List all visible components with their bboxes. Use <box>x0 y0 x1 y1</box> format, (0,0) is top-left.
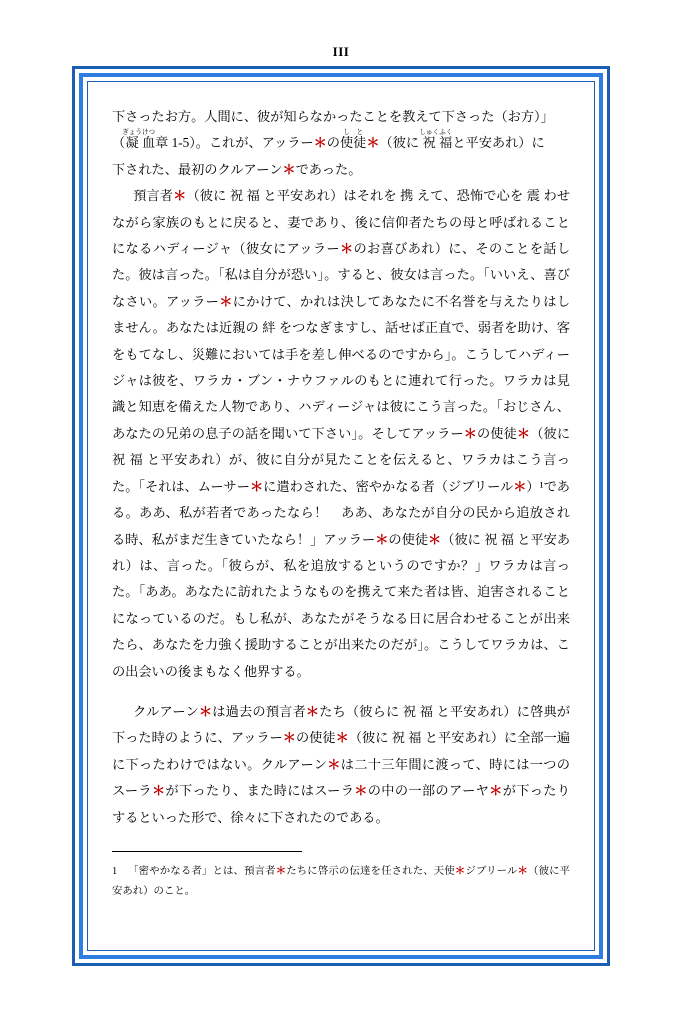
ruby-ketsu: 血けつ <box>141 129 156 151</box>
p1-line3: 下された、最初のクルアーン＊であった。 <box>112 161 362 177</box>
asterisk-mark: ＊ <box>335 730 349 746</box>
asterisk-mark: ＊ <box>219 293 233 309</box>
page-content <box>112 104 570 938</box>
asterisk-mark: ＊ <box>327 756 341 772</box>
asterisk-mark: ＊ <box>463 425 477 441</box>
ruby-shuku: 祝しゅく <box>419 129 440 151</box>
asterisk-mark: ＊ <box>198 703 213 719</box>
paragraph-spacer <box>112 685 570 699</box>
p1-line2-mid2: の <box>326 135 340 151</box>
p1-line2-prefix: （ <box>112 135 126 151</box>
asterisk-mark: ＊ <box>282 161 296 177</box>
page-border-outer <box>72 66 610 966</box>
asterisk-mark: ＊ <box>282 730 296 746</box>
asterisk-mark: ＊ <box>454 865 466 877</box>
p1-line2-mid: 章 1-5）。これが、アッラー <box>155 135 314 151</box>
page-border-middle <box>79 73 603 959</box>
asterisk-mark: ＊ <box>489 783 503 799</box>
p1-line2-mid3: （彼に <box>379 135 423 151</box>
asterisk-mark: ＊ <box>305 703 320 719</box>
ruby-to: 徒と <box>353 129 367 151</box>
paragraph-1 <box>112 104 570 183</box>
ruby-fuku: 福ふく <box>439 129 453 151</box>
body-text <box>112 104 570 831</box>
asterisk-mark: ＊ <box>517 865 529 877</box>
footnote-number: 1 <box>112 865 118 877</box>
p1-line2-end: と平安あれ）に <box>452 135 545 151</box>
page-border-inner <box>87 81 595 951</box>
paragraph-3: クルアーン＊は過去の預言者＊たち（彼らに 祝 福 と平安あれ）に啓典が下った時のように、アッラー＊の使徒＊（彼に 祝 福 と平安あれ）に全部一遍に下ったわけではない。クルアーン＊は二十三年間に渡って、時には一つのスーラ＊が下ったり、また時にはスーラ＊の中の一部のアーヤ＊が下ったりするといった形で、徐々に下されたのである。 <box>112 703 571 825</box>
asterisk-mark: ＊ <box>516 425 531 441</box>
asterisk-mark: ＊ <box>275 865 287 877</box>
paragraph-2: 預言者＊（彼に 祝 福 と平安あれ）はそれを 携 えて、恐怖で心を 震 わせながら家族のもとに戻ると、妻であり、後に信仰者たちの母と呼ばれることになるハディージャ（彼女にアッラー＊のお喜びあれ）に、そのことを話した。彼は言った。「私は自分が恐い」。すると、彼女は言った。「いいえ、喜びなさい。アッラー＊にかけて、かれは決してあなたに不名誉を与えたりはしません。あなたは近親の 絆 をつなぎますし、話せば正直で、弱者を助け、客をもてなし、災難においては手を差し伸べるのですから」。こうしてハディージャは彼を、ワラカ・ブン・ナウファルのもとに連れて行った。ワラカは見識と知恵を備えた人物であり、ハディージャは彼にこう言った。「おじさん、あなたの兄弟の息子の話を聞いて下さい」。そしてアッラー＊の使徒＊（彼に 祝 福 と平安あれ）が、彼に自分が見たことを伝えると、ワラカはこう言った。「それは、ムーサー＊に遣わされた、密やかなる者（ジブリール＊）¹である。ああ、私が若者であったなら！ ああ、あなたが自分の民から追放される時、私がまだ生きていたなら！」アッラー＊の使徒＊（彼に 祝 福 と平安あれ）は、言った。「彼らが、私を追放するというのですか？」ワラカは言った。「ああ。あなたに訪れたようなものを携えて来た者は皆、迫害されることになっているのだ。もし私が、あなたがそうなる日に居合わせることが出来たら、あなたを力強く援助することが出来たのだが」。こうしてワラカは、この出会いの後まもなく他界する。 <box>112 188 571 679</box>
ruby-shi: 使し <box>339 129 354 151</box>
asterisk-mark: ＊ <box>375 531 389 547</box>
asterisk-mark: ＊ <box>249 478 264 494</box>
asterisk-mark: ＊ <box>513 478 527 494</box>
footnote-text: 「密やかなる者」とは、預言者＊たちに啓示の伝達を任された、天使＊ジブリール＊（彼に平安あれ）のこと。 <box>112 865 571 898</box>
asterisk-mark: ＊ <box>173 188 187 204</box>
asterisk-mark: ＊ <box>354 783 368 799</box>
asterisk-mark: ＊ <box>339 241 354 257</box>
footnote-1 <box>112 862 570 903</box>
asterisk-mark: ＊ <box>428 531 442 547</box>
asterisk-mark: ＊ <box>366 135 380 151</box>
page-number: III <box>332 44 350 59</box>
p1-line1: 下さったお方。人間に、彼が知らなかったことを教えて下さった（お方）」 <box>112 109 554 124</box>
asterisk-mark: ＊ <box>313 135 327 151</box>
footnote-separator <box>112 851 302 852</box>
asterisk-mark: ＊ <box>151 783 166 799</box>
ruby-gyou: 凝ぎょう <box>122 129 142 151</box>
